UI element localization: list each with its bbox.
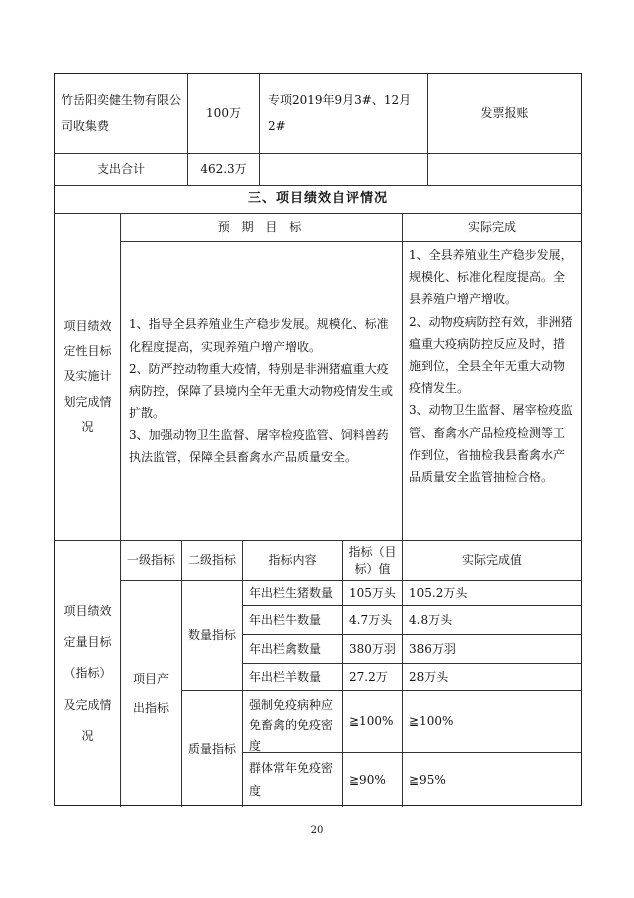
- level2-quality-cell: [182, 691, 243, 807]
- row-actual: [403, 581, 581, 606]
- content-text: 群体常年免疫密度: [249, 761, 334, 798]
- qualitative-label: 项目绩效定性目标及实施计划完成情况: [63, 319, 112, 434]
- target-text: ≧100%: [349, 714, 394, 729]
- content-text: 年出栏生猪数量: [249, 585, 334, 600]
- section-title-text: 三、项目绩效自评情况: [247, 191, 388, 207]
- page-number: 20: [310, 825, 324, 836]
- row-target: [343, 606, 403, 635]
- quantitative-label-cell: [55, 541, 121, 807]
- item-text: 竹岳阳奕健生物有限公司收集费: [61, 93, 182, 133]
- actual-value-text: 4.8万头: [409, 612, 453, 627]
- header-level1: [121, 541, 182, 581]
- cell-total-detail: [260, 154, 428, 186]
- target-text: 105万头: [349, 585, 396, 600]
- amount-text: 100万: [206, 106, 241, 121]
- cell-total-label: [55, 154, 188, 186]
- header-target-text: 指标（目标）值: [348, 544, 397, 576]
- row-content: [243, 606, 343, 635]
- content-text: 年出栏羊数量: [249, 669, 322, 684]
- row-actual: [403, 606, 581, 635]
- header-target: [343, 541, 403, 581]
- actual-header-cell: [403, 214, 581, 242]
- actual-value-text: 28万头: [409, 669, 449, 684]
- target-text: 380万羽: [349, 641, 396, 656]
- actual-value-text: ≧100%: [409, 714, 454, 729]
- row-content: [243, 691, 343, 753]
- total-amount: 462.3万: [200, 162, 247, 177]
- row-actual: [403, 691, 581, 753]
- content-text: 强制免疫病种应免畜禽的免疫密度: [249, 698, 334, 753]
- row-target: [343, 581, 403, 606]
- row-content: [243, 664, 343, 691]
- level1-text: 项目产出指标: [132, 672, 169, 715]
- row-content: [243, 581, 343, 606]
- row-actual: [403, 753, 581, 807]
- expected-header: 预 期 目 标: [217, 220, 306, 235]
- actual-text: 1、全县养殖业生产稳步发展，规模化、标准化程度提高。全县养殖户增产增收。 2、动物疫病防控有效，非洲猪瘟重大疫病防控反应及时，措施到位，全县全年无重大动物疫情发生。 3、动物卫生监督、屠宰检疫监管、畜禽水产品检疫检测等工作到位，省抽检我县畜禽水产品质量安全监管抽检合格。: [409, 248, 573, 484]
- section-title: [55, 186, 581, 214]
- detail-text: 专项2019年9月3#、12月2#: [268, 93, 412, 133]
- cell-total-amount: [188, 154, 260, 186]
- header-content: [243, 541, 343, 581]
- level1-cell: [121, 581, 182, 807]
- level2-quantity-text: 数量指标: [187, 628, 236, 643]
- expected-header-cell: [121, 214, 403, 242]
- target-text: 4.7万头: [349, 612, 393, 627]
- row-content: [243, 635, 343, 664]
- actual-value-text: ≧95%: [409, 772, 446, 787]
- cell-total-note: [428, 154, 581, 186]
- header-actual: [403, 541, 581, 581]
- row-target: [343, 691, 403, 753]
- row-content: [243, 753, 343, 807]
- level2-quality-text: 质量指标: [187, 741, 236, 756]
- total-label: 支出合计: [96, 162, 145, 177]
- cell-note: [428, 74, 581, 154]
- row-target: [343, 635, 403, 664]
- expected-text-cell: [121, 242, 403, 541]
- actual-value-text: 386万羽: [409, 641, 456, 656]
- content-text: 年出栏禽数量: [249, 641, 322, 656]
- target-text: 27.2万: [349, 669, 388, 684]
- row-actual: [403, 635, 581, 664]
- note-text: 发票报账: [480, 106, 529, 121]
- cell-detail: [260, 74, 428, 154]
- header-level2: [182, 541, 243, 581]
- header-level1-text: 一级指标: [126, 553, 175, 568]
- expected-text: 1、指导全县养殖业生产稳步发展。规模化、标准化程度提高，实现养殖户增产增收。 2、防严控动物重大疫情，特别是非洲猪瘟重大疫病防控，保障了县境内全年无重大动物疫情发生或扩散。 3、加强动物卫生监督、屠宰检疫监管、饲料兽药执法监管，保障全县畜禽水产品质量安全。: [129, 317, 394, 465]
- quantitative-label: 项目绩效定量目标（指标）及完成情况: [63, 604, 112, 743]
- cell-item: [55, 74, 188, 154]
- actual-value-text: 105.2万头: [409, 585, 468, 600]
- target-text: ≧90%: [349, 772, 386, 787]
- performance-table: [54, 73, 582, 806]
- header-actual-text: 实际完成值: [461, 553, 522, 568]
- content-text: 年出栏牛数量: [249, 612, 322, 627]
- header-content-text: 指标内容: [268, 553, 317, 568]
- qualitative-label-cell: [55, 214, 121, 541]
- actual-header: 实际完成: [467, 220, 516, 235]
- row-actual: [403, 664, 581, 691]
- row-target: [343, 664, 403, 691]
- cell-amount: [188, 74, 260, 154]
- header-level2-text: 二级指标: [187, 553, 236, 568]
- actual-text-cell: [403, 242, 581, 541]
- row-target: [343, 753, 403, 807]
- level2-quantity-cell: [182, 581, 243, 691]
